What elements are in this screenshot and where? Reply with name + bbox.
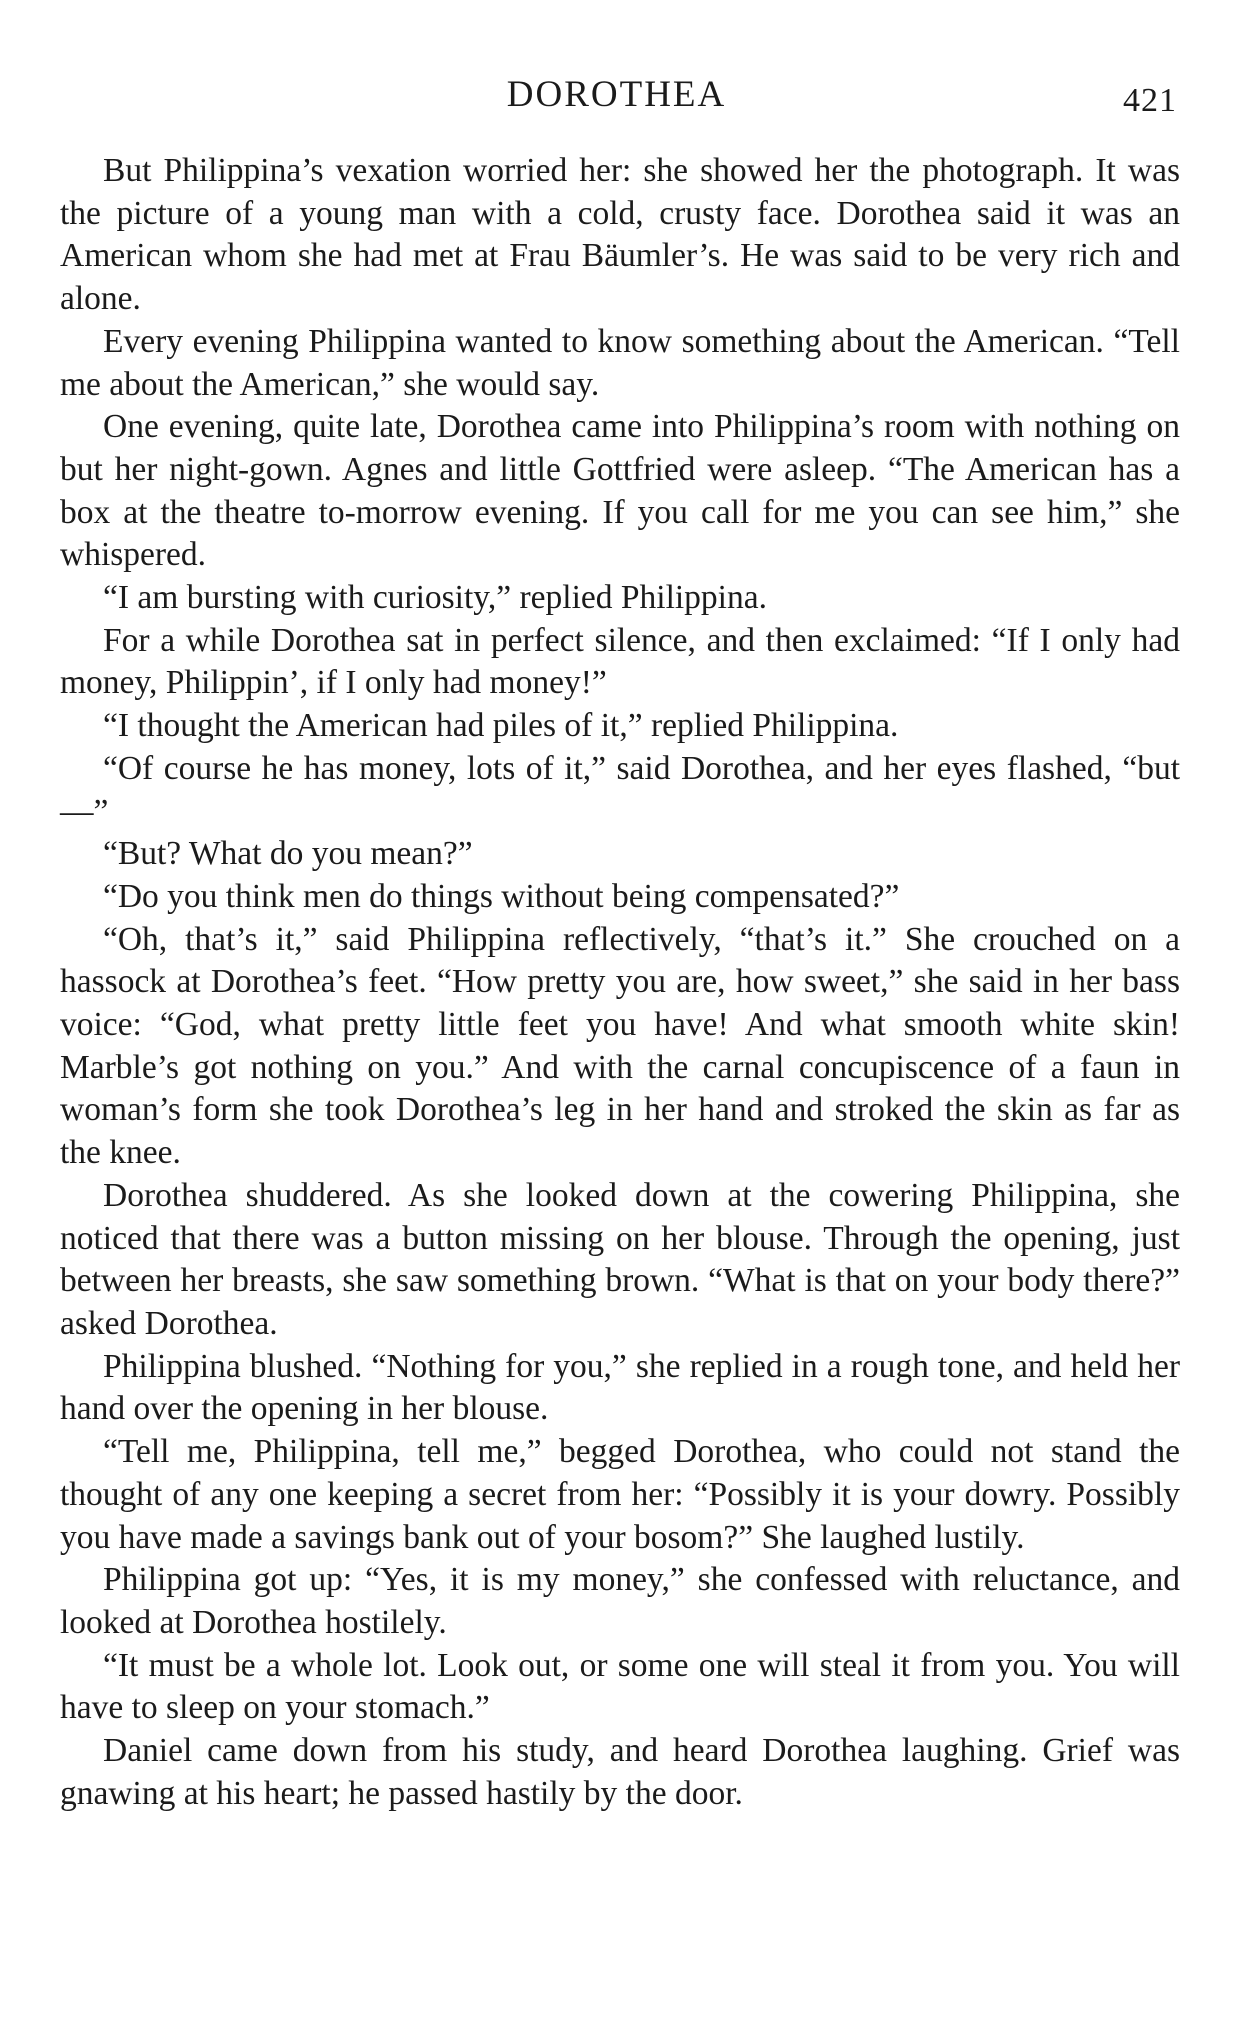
paragraph: Dorothea shuddered. As she looked down at the cowering Philippina, she noticed that there was a button missing on her blouse. Through the opening, just between her breasts, she saw something brown. “What is that on your body there?” asked Dorothea. bbox=[60, 1176, 1180, 1342]
running-title: DOROTHEA bbox=[506, 74, 727, 115]
paragraph: “I thought the American had piles of it,” replied Philippina. bbox=[103, 707, 899, 745]
paragraph: One evening, quite late, Dorothea came into Philippina’s room with nothing on but her night-gown. Agnes and little Gottfried were asleep. “The American has a box at the theatre to-morrow evening. If you call for me you can see him,” she whispered. bbox=[60, 408, 1180, 574]
paragraph: Philippina got up: “Yes, it is my money,” she confessed with reluctance, and looked at Dorothea hostilely. bbox=[60, 1561, 1180, 1641]
paragraph: But Philippina’s vexation worried her: she showed her the photograph. It was the picture of a young man with a cold, crusty face. Dorothea said it was an American whom she had met at Frau Bäumler’s. He was said to be very rich and alone. bbox=[60, 152, 1180, 318]
running-head bbox=[0, 70, 1233, 120]
paragraph: “Oh, that’s it,” said Philippina reflectively, “that’s it.” She crouched on a hassock at Dorothea’s feet. “How pretty you are, how sweet,” she said in her bass voice: “God, what pretty little feet you have! And what smooth white skin! Marble’s got nothing on you.” And with the carnal concupiscence of a faun in woman’s form she took Dorothea’s leg in her hand and stroked the skin as far as the knee. bbox=[60, 920, 1180, 1172]
paragraph: “Of course he has money, lots of it,” said Dorothea, and her eyes flashed, “but—” bbox=[60, 749, 1180, 830]
paragraph: “I am bursting with curiosity,” replied Philippina. bbox=[103, 579, 767, 617]
paragraph: “But? What do you mean?” bbox=[103, 835, 473, 873]
paragraph: For a while Dorothea sat in perfect silence, and then exclaimed: “If I only had money, Philippin’, if I only had money!” bbox=[60, 621, 1180, 702]
paragraph: “Tell me, Philippina, tell me,” begged Dorothea, who could not stand the thought of any one keeping a secret from her: “Possibly it is your dowry. Possibly you have made a savings bank out of your bosom?” She laughed lustily. bbox=[60, 1433, 1180, 1556]
paragraph: “Do you think men do things without being compensated?” bbox=[103, 877, 900, 915]
page-number: 421 bbox=[1123, 82, 1177, 119]
paragraph: Every evening Philippina wanted to know something about the American. “Tell me about the American,” she would say. bbox=[60, 322, 1180, 403]
paragraph: “It must be a whole lot. Look out, or some one will steal it from you. You will have to sleep on your stomach.” bbox=[60, 1646, 1180, 1727]
paragraph: Daniel came down from his study, and heard Dorothea laughing. Grief was gnawing at his heart; he passed hastily by the door. bbox=[60, 1732, 1180, 1812]
paragraph: Philippina blushed. “Nothing for you,” she replied in a rough tone, and held her hand over the opening in her blouse. bbox=[60, 1347, 1180, 1428]
text-body bbox=[60, 150, 1180, 1815]
